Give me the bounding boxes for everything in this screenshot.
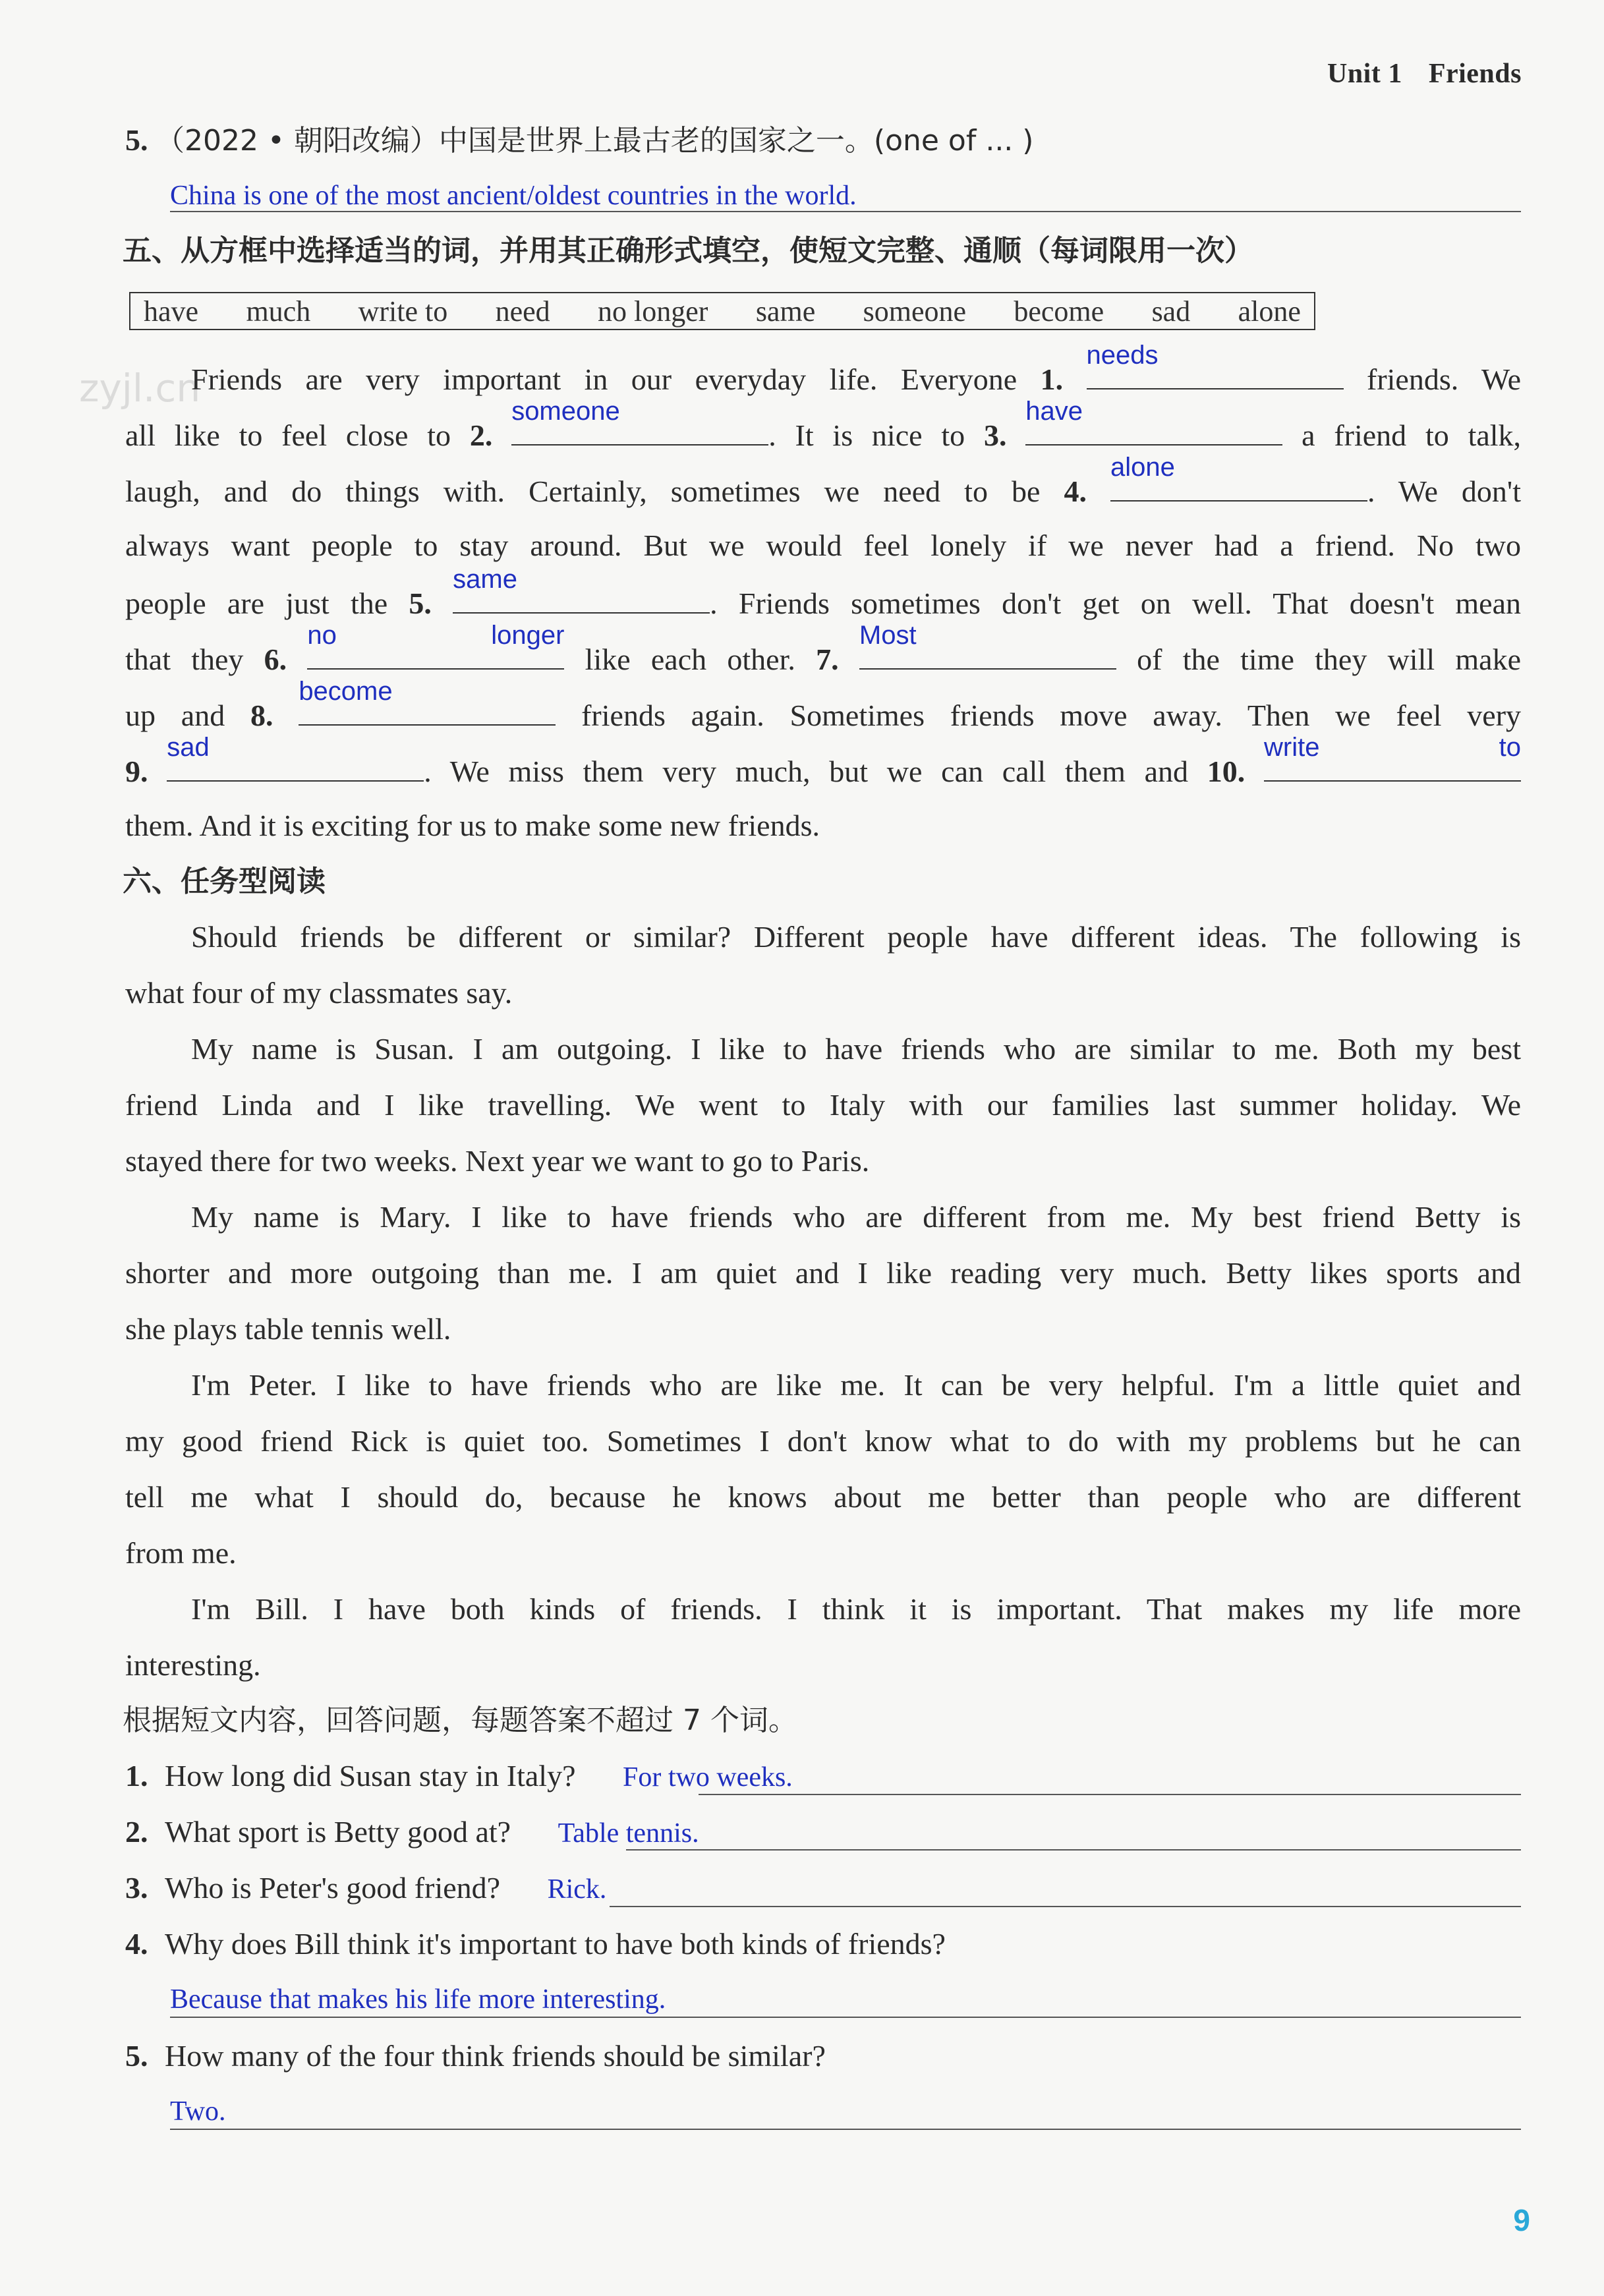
- blank-8: become: [299, 694, 556, 726]
- s5-line-7: up and 8. become friends again. Sometimes friends move away. Then we feel very: [125, 677, 1522, 732]
- word-box-item: alone: [1238, 295, 1301, 328]
- word-box-item: someone: [863, 295, 966, 328]
- blank-2: someone: [511, 414, 768, 445]
- s4-q5-text: （2022 • 朝阳改编）中国是世界上最古老的国家之一。(one of ... ): [156, 124, 1034, 158]
- s5-line-8: 9. sad . We miss them very much, but we can call them and 10. write to: [125, 733, 1522, 788]
- answer-rule: [610, 1906, 1521, 1907]
- word-box-item: much: [246, 295, 311, 328]
- watermark: zyjl.cn: [79, 366, 201, 411]
- s5-line-3: laugh, and do things with. Certainly, sometimes we need to be 4. alone . We don't: [125, 453, 1521, 508]
- word-box-item: write to: [358, 295, 448, 328]
- page-number: 9: [1513, 2203, 1530, 2237]
- answer-4-line: [170, 1978, 1521, 2019]
- word-box-item: have: [144, 295, 199, 328]
- susan-para-1: My name is Susan. I am outgoing. I like to have friends who are similar to me. Both my best: [191, 1032, 1521, 1066]
- page-header: [1327, 58, 1522, 90]
- word-box-item: sad: [1151, 295, 1191, 328]
- answer-5-line: [170, 2090, 1521, 2131]
- question-5: 5. How many of the four think friends should be similar?: [125, 2039, 826, 2073]
- answer-rule: [170, 2129, 1521, 2130]
- unit-label: Unit 1: [1327, 59, 1402, 89]
- s4-q5-answer: China is one of the most ancient/oldest countries in the world.: [170, 181, 857, 211]
- peter-para-3: tell me what I should do, because he knows about me better than people who are different: [125, 1480, 1521, 1514]
- s5-heading: 五、从方框中选择适当的词，并用其正确形式填空，使短文完整、通顺（每词限用一次）: [123, 234, 1253, 268]
- word-box-item: no longer: [598, 295, 708, 328]
- answer-rule: [626, 1849, 1521, 1851]
- s4-q5: 5. （2022 • 朝阳改编）中国是世界上最古老的国家之一。(one of ... ): [125, 123, 1034, 158]
- question-4: 4. Why does Bill think it's important to have both kinds of friends?: [125, 1927, 946, 1961]
- s6-heading: 六、任务型阅读: [123, 865, 326, 898]
- mary-para-1: My name is Mary. I like to have friends who are different from me. My best friend Betty is: [191, 1200, 1521, 1234]
- unit-title: Friends: [1428, 59, 1522, 89]
- word-box: [129, 292, 1315, 330]
- blank-10: write to: [1264, 750, 1521, 782]
- word-box-item: same: [755, 295, 816, 328]
- peter-para-2: my good friend Rick is quiet too. Sometimes I don't know what to do with my problems but he can: [125, 1424, 1521, 1458]
- answer-1: For two weeks.: [623, 1762, 793, 1793]
- blank-1: needs: [1087, 358, 1344, 389]
- answer-rule: [699, 1794, 1521, 1795]
- blank-3: have: [1025, 414, 1282, 445]
- answer-3: Rick.: [547, 1874, 607, 1905]
- s5-line-9: them. And it is exciting for us to make some new friends.: [125, 809, 820, 842]
- mary-para-3: she plays table tennis well.: [125, 1312, 451, 1346]
- s4-q5-answer-line: [170, 175, 1521, 215]
- answer-4: Because that makes his life more interesting.: [170, 1984, 666, 2015]
- answer-rule: [170, 211, 1521, 212]
- susan-para-3: stayed there for two weeks. Next year we want to go to Paris.: [125, 1144, 870, 1178]
- word-box-item: become: [1014, 295, 1104, 328]
- blank-6: no longer: [307, 638, 564, 670]
- question-1: 1. How long did Susan stay in Italy? For two weeks.: [125, 1759, 793, 1793]
- bill-para-1: I'm Bill. I have both kinds of friends. I think it is important. That makes my life more: [191, 1592, 1521, 1626]
- answer-2: Table tennis.: [558, 1818, 699, 1849]
- blank-4: alone: [1110, 470, 1367, 502]
- s5-line-4: always want people to stay around. But we would feel lonely if we never had a friend. No two: [125, 529, 1521, 562]
- peter-para-1: I'm Peter. I like to have friends who are like me. It can be very helpful. I'm a little quiet and: [191, 1368, 1521, 1402]
- bill-para-2: interesting.: [125, 1648, 261, 1682]
- peter-para-4: from me.: [125, 1536, 237, 1570]
- s5-line-5: people are just the 5. same . Friends sometimes don't get on well. That doesn't mean: [125, 565, 1522, 620]
- blank-7: Most: [859, 638, 1116, 670]
- question-3: 3. Who is Peter's good friend? Rick.: [125, 1871, 607, 1905]
- answer-rule: [170, 2017, 1521, 2018]
- s6-instruction: 根据短文内容，回答问题，每题答案不超过 7 个词。: [123, 1704, 797, 1737]
- s5-line-1: Friends are very important in our everyday life. Everyone 1. needs friends. We: [191, 341, 1522, 396]
- s6-intro-2: what four of my classmates say.: [125, 976, 513, 1010]
- susan-para-2: friend Linda and I like travelling. We went to Italy with our families last summer holiday. We: [125, 1088, 1521, 1122]
- s5-line-6: that they 6. no longer like each other. 7. Most of the time they will make: [125, 621, 1521, 676]
- blank-5: same: [453, 582, 710, 614]
- s5-line-2: all like to feel close to 2. someone . It is nice to 3. have a friend to talk,: [125, 397, 1522, 452]
- s6-intro-1: Should friends be different or similar? Different people have different ideas. The following is: [191, 920, 1521, 954]
- word-box-item: need: [495, 295, 550, 328]
- question-2: 2. What sport is Betty good at? Table tennis.: [125, 1815, 699, 1849]
- answer-5: Two.: [170, 2096, 226, 2127]
- blank-9: sad: [167, 750, 424, 782]
- mary-para-2: shorter and more outgoing than me. I am quiet and I like reading very much. Betty likes sports and: [125, 1256, 1521, 1290]
